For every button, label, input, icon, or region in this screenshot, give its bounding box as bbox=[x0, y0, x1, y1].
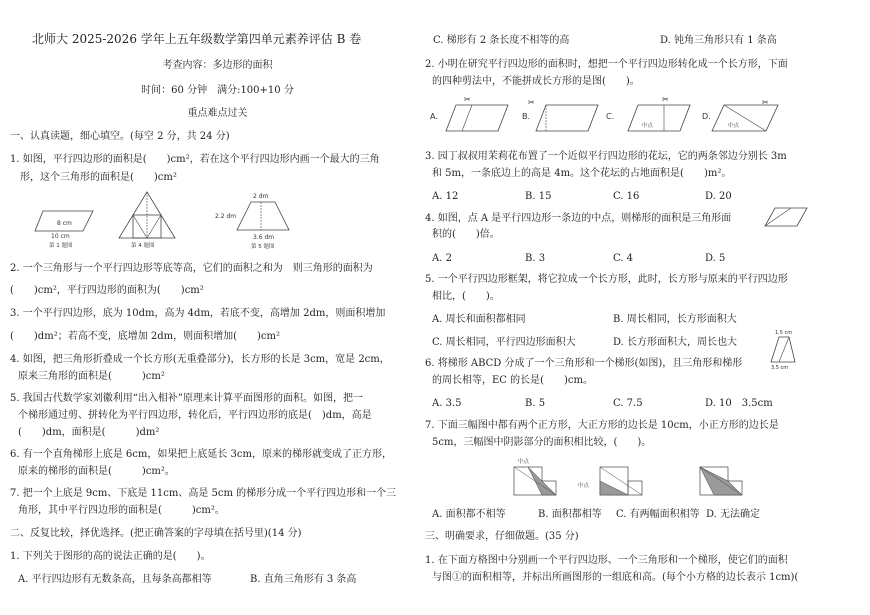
mc-q7-option-c: C. 有两幅面积相等 bbox=[616, 509, 700, 520]
scissors-icon: ✂ bbox=[464, 95, 471, 104]
q2-label-b: B. bbox=[522, 112, 531, 121]
mc-question-7-line2: 5cm，三幅图中阴影部分的面积相比较，( )。 bbox=[432, 437, 652, 448]
mc-q4-option-d: D. 5 bbox=[705, 253, 726, 264]
question-2-line2: ( )cm²，平行四边形的面积为( )cm² bbox=[10, 285, 204, 296]
q2-label-c: C. bbox=[606, 112, 615, 121]
mc-q5-option-d: D. 长方形面积大，周长也大 bbox=[613, 337, 738, 348]
mc-question-6-line2: 的周长相等，EC 的长是( )cm。 bbox=[432, 375, 594, 386]
mc-q6-option-b: B. 5 bbox=[525, 398, 546, 409]
mc-q3-option-a: A. 12 bbox=[432, 191, 459, 202]
figure-q2-cut-options bbox=[428, 97, 858, 142]
question-7-line1: 7. 把一个上底是 9cm、下底是 11cm、高是 5cm 的梯形分成一个平行四边形和一个三 bbox=[10, 488, 397, 499]
fig1-label-8cm: 8 cm bbox=[57, 220, 72, 227]
question-5-line3: ( )dm，面积是( )dm² bbox=[18, 427, 160, 438]
fig1-caption: 第 1 题图 bbox=[49, 243, 73, 249]
mc-question-3-line2: 和 5m，一条底边上的高是 4m。这个花坛的占地面积是( )m²。 bbox=[432, 168, 732, 179]
mc-q1-option-c: C. 梯形有 2 条长度不相等的高 bbox=[433, 35, 570, 46]
mc-q4-option-a: A. 2 bbox=[432, 253, 452, 264]
mc-q7-option-a: A. 面积都不相等 bbox=[432, 509, 506, 520]
problem-1-line2: 与图①的面积相等，并标出所画图形的一组底和高。(每个小方格的边长表示 1cm)( bbox=[432, 572, 799, 583]
figure-q4-parallelogram bbox=[765, 205, 810, 230]
mc-q6-option-a: A. 3.5 bbox=[432, 398, 462, 409]
fig5-label-2dm: 2 dm bbox=[253, 193, 269, 200]
question-6-line2: 原来的梯形的面积是( )cm²。 bbox=[18, 466, 175, 477]
mc-question-5-line2: 相比，( )。 bbox=[432, 291, 500, 302]
q2-label-a: A. bbox=[430, 112, 438, 121]
scissors-icon: ✂ bbox=[528, 98, 535, 107]
figure-q6-trapezoid bbox=[765, 328, 805, 370]
mc-q5-option-c: C. 周长相同，平行四边形面积大 bbox=[432, 337, 576, 348]
fig1-label-10cm: 10 cm bbox=[51, 233, 70, 240]
q2-label-d: D. bbox=[702, 112, 711, 121]
question-2-line1: 2. 一个三角形与一个平行四边形等底等高，它们的面积之和为 则三角形的面积为 bbox=[10, 263, 373, 274]
mc-question-3-line1: 3. 园丁叔叔用茉莉花布置了一个近似平行四边形的花坛，它的两条邻边分别长 3m bbox=[425, 151, 787, 162]
section-2-heading: 二、反复比较，择优选择。(把正确答案的字母填在括号里)(14 分) bbox=[10, 528, 302, 539]
mc-q1-option-d: D. 钝角三角形只有 1 条高 bbox=[660, 35, 777, 46]
section-1-heading: 一、认真读题，细心填空。(每空 2 分，共 24 分) bbox=[10, 131, 230, 142]
question-7-line2: 角形，其中平行四边形的面积是( )cm²。 bbox=[18, 505, 225, 516]
fig5-label-2.2dm: 2.2 dm bbox=[215, 213, 237, 220]
question-4-line2: 原来三角形的面积是( )cm² bbox=[18, 371, 165, 382]
page-title: 北师大 2025-2026 学年上五年级数学第四单元素养评估 B 卷 bbox=[32, 32, 362, 46]
fig5-label-3.6dm: 3.6 dm bbox=[253, 234, 275, 241]
mc-question-4-line2: 积的( )倍。 bbox=[432, 229, 500, 240]
question-4-line1: 4. 如图，把三角形折叠成一个长方形(无重叠部分)，长方形的长是 3cm，宽是 2cm， bbox=[10, 354, 390, 365]
q2-mid-label: 中点 bbox=[642, 123, 654, 129]
section-3-heading: 三、明确要求，仔细做题。(35 分) bbox=[425, 531, 579, 542]
question-1-line2: 形，这个三角形的面积是( )cm² bbox=[20, 172, 177, 183]
mc-question-4-line1: 4. 如图，点 A 是平行四边形一条边的中点，则梯形的面积是三角形面 bbox=[425, 213, 732, 224]
figure-q7-squares bbox=[510, 457, 770, 502]
q2-mid-label: 中点 bbox=[728, 123, 740, 129]
mc-q6-option-c: C. 7.5 bbox=[613, 398, 643, 409]
problem-1-line1: 1. 在下面方格图中分别画一个平行四边形、一个三角形和一个梯形，使它们的面积 bbox=[425, 555, 788, 566]
scissors-icon: ✂ bbox=[662, 95, 669, 104]
q7-mid-label-1: 中点 bbox=[518, 459, 530, 465]
mc-question-2-line2: 的四种剪法中，不能拼成长方形的是图( )。 bbox=[432, 76, 640, 87]
mc-q7-option-b: B. 面积都相等 bbox=[538, 509, 602, 520]
exam-content: 考查内容：多边形的面积 bbox=[162, 60, 273, 71]
mc-q4-option-c: C. 4 bbox=[613, 253, 634, 264]
mc-question-1: 1. 下列关于图形的高的说法正确的是( )。 bbox=[10, 551, 211, 562]
q7-mid-label-2: 中点 bbox=[578, 483, 590, 489]
question-6-line1: 6. 有一个直角梯形上底是 6cm，如果把上底延长 3cm，原来的梯形就变成了正方形， bbox=[10, 449, 392, 460]
question-3-line1: 3. 一个平行四边形，底为 10dm，高为 4dm，若底不变，高增加 2dm，则面积增加 bbox=[10, 308, 386, 319]
figure-q5-trapezoid bbox=[215, 190, 300, 250]
mc-q3-option-d: D. 20 bbox=[705, 191, 732, 202]
mc-q6-option-d: D. 10 3.5cm bbox=[705, 398, 773, 409]
mc-q3-option-c: C. 16 bbox=[613, 191, 640, 202]
mc-q1-option-a: A. 平行四边形有无数条高，且每条高都相等 bbox=[18, 574, 212, 585]
fig4-caption: 第 4 题图 bbox=[131, 243, 155, 249]
figure-q1-parallelogram bbox=[35, 205, 95, 250]
mc-question-2-line1: 2. 小明在研究平行四边形的面积时，想把一个平行四边形转化成一个长方形，下面 bbox=[425, 59, 788, 70]
exam-time: 时间：60 分钟 满分:100+10 分 bbox=[141, 85, 294, 96]
mc-question-6-line1: 6. 将梯形 ABCD 分成了一个三角形和一个梯形(如图)，且三角形和梯形 bbox=[425, 358, 743, 369]
fig5-caption: 第 5 题图 bbox=[251, 244, 275, 250]
question-5-line1: 5. 我国古代数学家刘徽利用“出入相补”原理来计算平面图形的面积。如图，把一 bbox=[10, 393, 363, 404]
section-subtitle: 重点难点过关 bbox=[187, 108, 248, 119]
question-3-line2: ( )dm²；若高不变，底增加 2dm，则面积增加( )cm² bbox=[10, 331, 281, 342]
mc-q5-option-a: A. 周长和面积都相同 bbox=[432, 314, 526, 325]
mc-q1-option-b: B. 直角三角形有 3 条高 bbox=[250, 574, 357, 585]
mc-q5-option-b: B. 周长相同，长方形面积大 bbox=[613, 314, 737, 325]
figure-q4-triangle bbox=[117, 190, 177, 250]
q6-fig-label-3.5cm: 3.5 cm bbox=[771, 365, 789, 371]
mc-question-7-line1: 7. 下面三幅图中都有两个正方形，大正方形的边长是 10cm，小正方形的边长是 bbox=[425, 420, 779, 431]
mc-question-5-line1: 5. 一个平行四边形框架，将它拉成一个长方形，此时，长方形与原来的平行四边形 bbox=[425, 274, 788, 285]
mc-q7-option-d: D. 无法确定 bbox=[706, 509, 761, 520]
scissors-icon: ✂ bbox=[762, 98, 769, 107]
mc-q4-option-b: B. 3 bbox=[525, 253, 546, 264]
q6-fig-label-1.5cm: 1.5 cm bbox=[775, 330, 793, 336]
question-5-line2: 个梯形通过剪、拼转化为平行四边形，转化后，平行四边形的底是( )dm，高是 bbox=[18, 410, 372, 421]
question-1-line1: 1. 如图，平行四边形的面积是( )cm²，若在这个平行四边形内画一个最大的三角 bbox=[10, 154, 380, 165]
mc-q3-option-b: B. 15 bbox=[525, 191, 552, 202]
